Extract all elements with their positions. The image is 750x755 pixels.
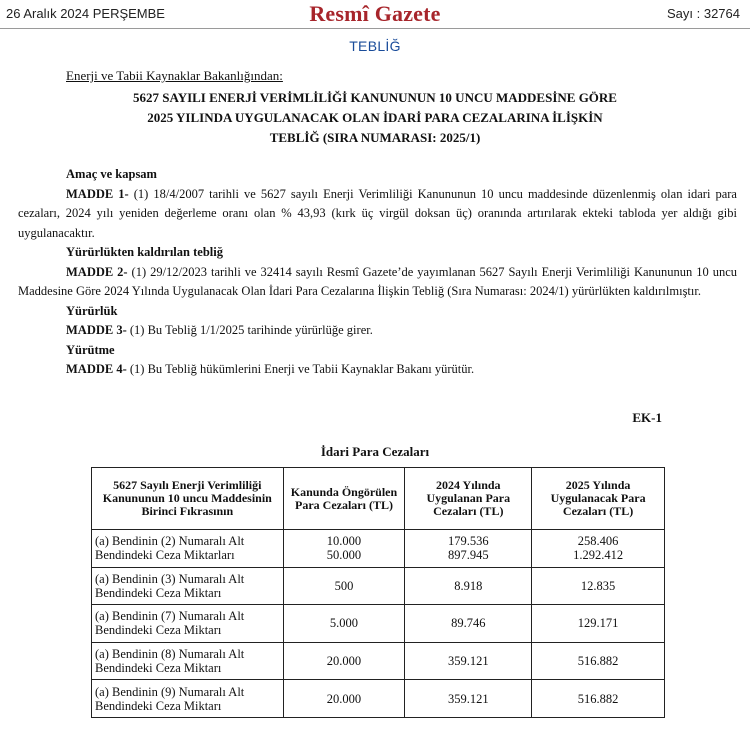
table-row bbox=[92, 530, 665, 568]
amount-value: 50.000 bbox=[326, 548, 362, 563]
article-label: MADDE 4- bbox=[66, 362, 127, 376]
row-label: (a) Bendinin (8) Numaralı Alt Bendindeki Ceza Miktarı bbox=[92, 642, 284, 680]
law-amount-cell: 500 bbox=[283, 567, 405, 605]
issuer-ministry: Enerji ve Tabii Kaynaklar Bakanlığından: bbox=[66, 68, 283, 83]
article-paragraph bbox=[18, 263, 737, 302]
amount-value: 897.945 bbox=[447, 548, 489, 563]
article-text: (1) 29/12/2023 tarihli ve 32414 sayılı Resmî Gazete’de yayımlanan 5627 Sayılı Enerji Verimliliği Kanununun 10 uncu Maddesine Göre 2024 Yılında Uygulanacak Olan İdari Para Cezalarına İlişkin Tebliğ (Sıra Numarası: 2024/1) yürürlükten kaldırılmıştır. bbox=[18, 264, 737, 298]
section-label: TEBLİĞ bbox=[349, 38, 401, 54]
row-label: (a) Bendinin (9) Numaralı Alt Bendindeki Ceza Miktarı bbox=[92, 680, 284, 718]
communique-title bbox=[0, 88, 750, 148]
law-amount-cell: 5.000 bbox=[283, 605, 405, 643]
title-line: 2025 YILINDA UYGULANACAK OLAN İDARİ PARA CEZALARINA İLİŞKİN bbox=[147, 110, 603, 125]
amount-value: 1.292.412 bbox=[573, 548, 624, 563]
amount-2024-cell: 89.746 bbox=[405, 605, 532, 643]
article-paragraph bbox=[18, 360, 737, 380]
header-cell: 2024 Yılında Uygulanan Para Cezaları (TL) bbox=[405, 468, 532, 530]
article-label: MADDE 1- bbox=[66, 186, 129, 201]
issue-number: Sayı : 32764 bbox=[667, 6, 740, 21]
header-cell: Kanunda Öngörülen Para Cezaları (TL) bbox=[283, 468, 405, 530]
article-text: (1) 18/4/2007 tarihli ve 5627 sayılı Enerji Verimliliği Kanununun 10 uncu maddesinde düzenlenmiş olan idari para cezaları, 2024 yılı yeniden değerleme oranı olan % 43,93 (kırk üç virgül doksan üç) oranında artırılarak ekteki tabloda yer aldığı gibi uygulanacaktır. bbox=[18, 186, 737, 240]
amount-2025-cell: 12.835 bbox=[532, 567, 665, 605]
amount-2024-cell: 8.918 bbox=[405, 567, 532, 605]
article-text: (1) Bu Tebliğ 1/1/2025 tarihinde yürürlüğe girer. bbox=[126, 323, 373, 337]
amount-value: 10.000 bbox=[326, 534, 362, 549]
amount-2025-cell: 129.171 bbox=[532, 605, 665, 643]
amount-2025-cell: 516.882 bbox=[532, 642, 665, 680]
table-row bbox=[92, 567, 665, 605]
law-amount-cell bbox=[283, 530, 405, 568]
table-row bbox=[92, 680, 665, 718]
article-paragraph bbox=[18, 185, 737, 244]
amount-value: 179.536 bbox=[447, 534, 489, 549]
article-label: MADDE 2- bbox=[66, 264, 128, 279]
section-heading: Amaç ve kapsam bbox=[66, 167, 157, 181]
article-paragraph bbox=[18, 321, 737, 341]
masthead-title: Resmî Gazete bbox=[309, 1, 441, 26]
law-amount-cell: 20.000 bbox=[283, 642, 405, 680]
amount-value: 258.406 bbox=[577, 534, 619, 549]
annex-label: EK-1 bbox=[632, 410, 662, 425]
table-row bbox=[92, 642, 665, 680]
section-heading: Yürürlükten kaldırılan tebliğ bbox=[66, 245, 223, 259]
header-cell: 2025 Yılında Uygulanacak Para Cezaları (TL) bbox=[532, 468, 665, 530]
table-title: İdari Para Cezaları bbox=[320, 444, 430, 459]
amount-2024-cell: 359.121 bbox=[405, 680, 532, 718]
row-label: (a) Bendinin (2) Numaralı Alt Bendindeki Ceza Miktarları bbox=[92, 530, 284, 568]
title-line: TEBLİĞ (SIRA NUMARASI: 2025/1) bbox=[269, 130, 481, 145]
article-text: (1) Bu Tebliğ hükümlerini Enerji ve Tabii Kaynaklar Bakanı yürütür. bbox=[126, 362, 475, 376]
communique-body bbox=[18, 165, 737, 380]
issue-date: 26 Aralık 2024 PERŞEMBE bbox=[6, 6, 165, 21]
row-label: (a) Bendinin (7) Numaralı Alt Bendindeki Ceza Miktarı bbox=[92, 605, 284, 643]
title-line: 5627 SAYILI ENERJİ VERİMLİLİĞİ KANUNUNUN 10 UNCU MADDESİNE GÖRE bbox=[133, 90, 617, 105]
fines-table bbox=[91, 467, 665, 718]
table-header-row bbox=[92, 468, 665, 530]
header-cell: 5627 Sayılı Enerji Verimliliği Kanununun 10 uncu Maddesinin Birinci Fıkrasının bbox=[92, 468, 284, 530]
amount-2024-cell: 359.121 bbox=[405, 642, 532, 680]
row-label: (a) Bendinin (3) Numaralı Alt Bendindeki Ceza Miktarı bbox=[92, 567, 284, 605]
amount-2024-cell bbox=[405, 530, 532, 568]
amount-2025-cell: 516.882 bbox=[532, 680, 665, 718]
table-row bbox=[92, 605, 665, 643]
article-label: MADDE 3- bbox=[66, 323, 127, 337]
gazette-header bbox=[0, 0, 750, 29]
section-heading: Yürürlük bbox=[66, 303, 118, 318]
section-heading: Yürütme bbox=[66, 342, 115, 357]
law-amount-cell: 20.000 bbox=[283, 680, 405, 718]
amount-2025-cell bbox=[532, 530, 665, 568]
